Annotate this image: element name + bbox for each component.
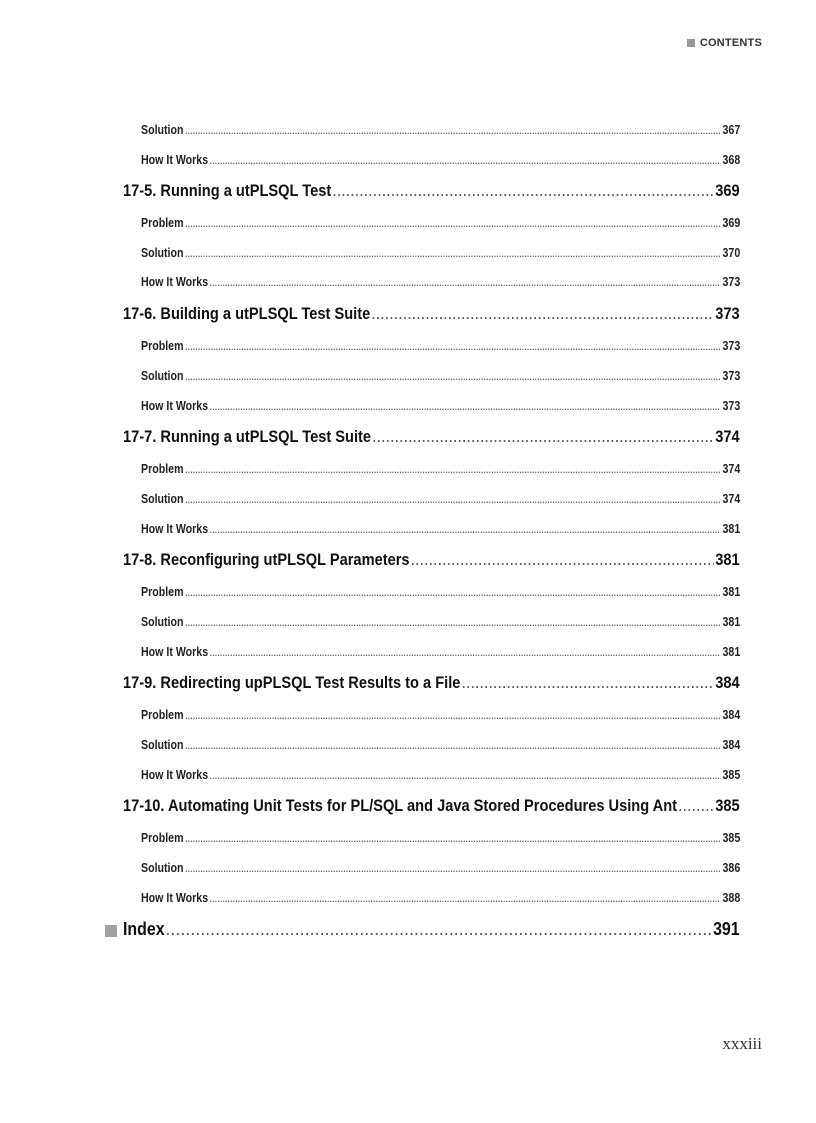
toc-entry-label: How It Works	[141, 645, 209, 659]
toc-entry-label: Solution	[141, 369, 184, 383]
toc-entry-page: 373	[722, 399, 741, 413]
toc-entry-label: Problem	[141, 831, 184, 845]
toc-entry[interactable]	[141, 891, 740, 905]
dot-leader	[372, 307, 714, 322]
toc-entry-page: 373	[722, 275, 741, 289]
toc-entry-label: Problem	[141, 462, 184, 476]
dot-leader	[210, 771, 721, 781]
square-bullet-icon	[687, 39, 695, 47]
toc-entry[interactable]	[141, 153, 740, 167]
toc-entry[interactable]	[141, 768, 740, 782]
toc-entry-label: Problem	[141, 708, 184, 722]
toc-entry[interactable]	[141, 462, 740, 476]
toc-entry-page: 373	[722, 339, 741, 353]
dot-leader	[185, 864, 721, 874]
square-bullet-icon	[105, 925, 117, 937]
toc-entry-label: Solution	[141, 492, 184, 506]
toc-entry-page: 381	[722, 522, 741, 536]
toc-entry[interactable]	[141, 339, 740, 353]
toc-entry-label: Solution	[141, 123, 184, 137]
toc-entry[interactable]	[141, 522, 740, 536]
toc-entry-label: How It Works	[141, 522, 209, 536]
toc-section-label: 17-10. Automating Unit Tests for PL/SQL and Java Stored Procedures Using Ant	[123, 796, 678, 815]
toc-entry-page: 385	[722, 831, 741, 845]
dot-leader	[210, 156, 721, 166]
toc-section-page: 369	[715, 181, 740, 200]
dot-leader	[333, 184, 714, 199]
toc-entry-page: 368	[722, 153, 741, 167]
toc-entry[interactable]	[141, 615, 740, 629]
toc-section[interactable]	[123, 796, 740, 816]
running-head	[687, 37, 762, 49]
toc-section[interactable]	[123, 181, 740, 201]
dot-leader	[210, 278, 721, 288]
dot-leader	[166, 922, 711, 938]
toc-section-label: 17-6. Building a utPLSQL Test Suite	[123, 304, 371, 323]
toc-entry[interactable]	[141, 738, 740, 752]
dot-leader	[185, 495, 721, 505]
dot-leader	[185, 741, 721, 751]
dot-leader	[185, 618, 721, 628]
toc-section-page: 381	[715, 550, 740, 569]
toc-entry-label: Problem	[141, 339, 184, 353]
toc-entry-label: Solution	[141, 861, 184, 875]
toc-entry-label: How It Works	[141, 153, 209, 167]
toc-entry[interactable]	[141, 645, 740, 659]
toc-index-page: 391	[713, 918, 740, 939]
toc-index-label: Index	[123, 918, 165, 939]
toc-section-label: 17-8. Reconfiguring utPLSQL Parameters	[123, 550, 410, 569]
dot-leader	[185, 126, 721, 136]
dot-leader	[185, 465, 721, 475]
dot-leader	[210, 894, 721, 904]
dot-leader	[210, 402, 721, 412]
dot-leader	[185, 711, 721, 721]
toc-index-entry[interactable]	[123, 918, 740, 940]
toc-entry[interactable]	[141, 216, 740, 230]
toc-section[interactable]	[123, 304, 740, 324]
toc-entry-page: 370	[722, 246, 741, 260]
toc-entry[interactable]	[141, 123, 740, 137]
toc-entry[interactable]	[141, 708, 740, 722]
toc-entry-label: How It Works	[141, 891, 209, 905]
toc-entry-page: 373	[722, 369, 741, 383]
toc-entry[interactable]	[141, 399, 740, 413]
toc-section[interactable]	[123, 427, 740, 447]
dot-leader	[185, 342, 721, 352]
page-number: xxxiii	[722, 1034, 762, 1053]
toc-entry-label: How It Works	[141, 768, 209, 782]
toc-section-label: 17-9. Redirecting upPLSQL Test Results to a File	[123, 673, 461, 692]
toc-entry-page: 381	[722, 645, 741, 659]
toc-entry-page: 374	[722, 462, 741, 476]
toc-section-label: 17-7. Running a utPLSQL Test Suite	[123, 427, 372, 446]
toc-entry[interactable]	[141, 275, 740, 289]
dot-leader	[679, 799, 714, 814]
toc-entry-label: How It Works	[141, 399, 209, 413]
toc-entry[interactable]	[141, 585, 740, 599]
dot-leader	[185, 249, 721, 259]
toc-entry-page: 384	[722, 738, 741, 752]
toc-section-label: 17-5. Running a utPLSQL Test	[123, 181, 332, 200]
dot-leader	[210, 648, 721, 658]
toc-entry[interactable]	[141, 861, 740, 875]
toc-entry-label: Solution	[141, 738, 184, 752]
running-head-text: CONTENTS	[699, 37, 762, 49]
toc-section-page: 385	[715, 796, 740, 815]
dot-leader	[185, 588, 721, 598]
dot-leader	[462, 676, 713, 691]
toc-entry-page: 381	[722, 585, 741, 599]
toc-entry-label: How It Works	[141, 275, 209, 289]
toc-entry-label: Solution	[141, 246, 184, 260]
toc-section[interactable]	[123, 550, 740, 570]
toc-entry-page: 385	[722, 768, 741, 782]
toc-entry[interactable]	[141, 831, 740, 845]
dot-leader	[210, 525, 721, 535]
toc-entry-label: Problem	[141, 585, 184, 599]
toc-entry[interactable]	[141, 369, 740, 383]
toc-entry-page: 386	[722, 861, 741, 875]
dot-leader	[373, 430, 714, 445]
toc-section-page: 374	[715, 427, 740, 446]
toc-entry-page: 381	[722, 615, 741, 629]
toc-entry-page: 384	[722, 708, 741, 722]
dot-leader	[411, 553, 713, 568]
toc-entry-page: 374	[722, 492, 741, 506]
toc-entry[interactable]	[141, 492, 740, 506]
toc-section-page: 373	[715, 304, 740, 323]
toc-section-page: 384	[715, 673, 740, 692]
toc-entry-page: 369	[722, 216, 741, 230]
toc-entry-page: 388	[722, 891, 741, 905]
toc-section[interactable]	[123, 673, 740, 693]
toc-entry-page: 367	[722, 123, 741, 137]
toc-entry-label: Solution	[141, 615, 184, 629]
dot-leader	[185, 372, 721, 382]
toc-entry-label: Problem	[141, 216, 184, 230]
dot-leader	[185, 219, 721, 229]
toc-entry[interactable]	[141, 246, 740, 260]
dot-leader	[185, 834, 721, 844]
